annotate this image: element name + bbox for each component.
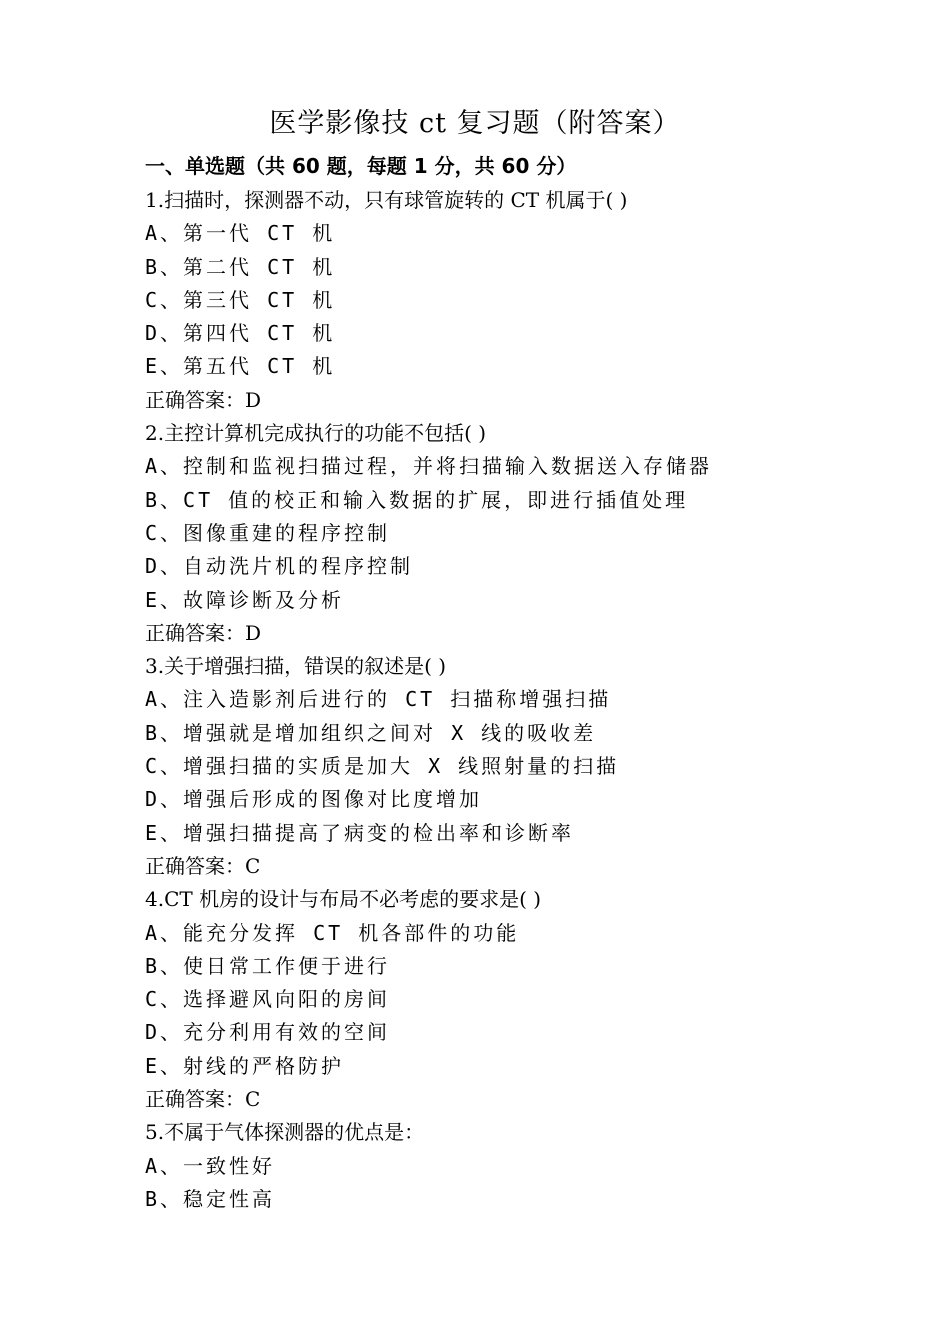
section-heading: 一、单选题（共 60 题，每题 1 分，共 60 分） [145, 154, 577, 178]
question-1-answer: 正确答案：D [145, 387, 262, 412]
document-title: 医学影像技 ct 复习题（附答案） [269, 108, 681, 139]
question-4-stem: 4.CT 机房的设计与布局不必考虑的要求是( ) [145, 887, 542, 912]
question-4-option-a: A、能充分发挥 CT 机各部件的功能 [145, 920, 520, 945]
question-1-option-a: A、第一代 CT 机 [145, 221, 336, 246]
question-4-option-c: C、选择避风向阳的房间 [145, 987, 391, 1012]
question-2-option-d: D、自动洗片机的程序控制 [145, 554, 414, 579]
question-5-option-a: A、一致性好 [145, 1153, 276, 1178]
question-3-option-c: C、增强扫描的实质是加大 X 线照射量的扫描 [145, 754, 620, 779]
question-1-stem: 1.扫描时，探测器不动，只有球管旋转的 CT 机属于( ) [145, 188, 628, 212]
question-5-stem: 5.不属于气体探测器的优点是： [145, 1120, 425, 1145]
question-3-option-d: D、增强后形成的图像对比度增加 [145, 787, 483, 812]
question-4-answer: 正确答案：C [145, 1087, 261, 1112]
question-2-option-a: A、控制和监视扫描过程，并将扫描输入数据送入存储器 [145, 454, 713, 479]
question-5-option-b: B、稳定性高 [145, 1186, 276, 1211]
question-3-option-a: A、注入造影剂后进行的 CT 扫描称增强扫描 [145, 687, 612, 712]
question-list [145, 184, 935, 1216]
question-2-option-e: E、故障诊断及分析 [145, 587, 345, 612]
question-1-option-c: C、第三代 CT 机 [145, 287, 336, 312]
question-1-option-b: B、第二代 CT 机 [145, 254, 336, 279]
question-2-option-c: C、图像重建的程序控制 [145, 520, 391, 545]
question-3-answer: 正确答案：C [145, 853, 261, 878]
question-3-stem: 3.关于增强扫描，错误的叙述是( ) [145, 654, 447, 679]
question-1-option-e: E、第五代 CT 机 [145, 354, 336, 379]
question-4-option-b: B、使日常工作便于进行 [145, 953, 391, 978]
question-2-answer: 正确答案：D [145, 620, 262, 645]
question-3-option-e: E、增强扫描提高了病变的检出率和诊断率 [145, 820, 575, 845]
question-2-stem: 2.主控计算机完成执行的功能不包括( ) [145, 421, 487, 446]
question-3-option-b: B、增强就是增加组织之间对 X 线的吸收差 [145, 720, 597, 745]
question-4-option-e: E、射线的严格防护 [145, 1053, 345, 1078]
question-2-option-b: B、CT 值的校正和输入数据的扩展，即进行插值处理 [145, 487, 689, 512]
question-1-option-d: D、第四代 CT 机 [145, 321, 336, 346]
question-4-option-d: D、充分利用有效的空间 [145, 1020, 391, 1045]
